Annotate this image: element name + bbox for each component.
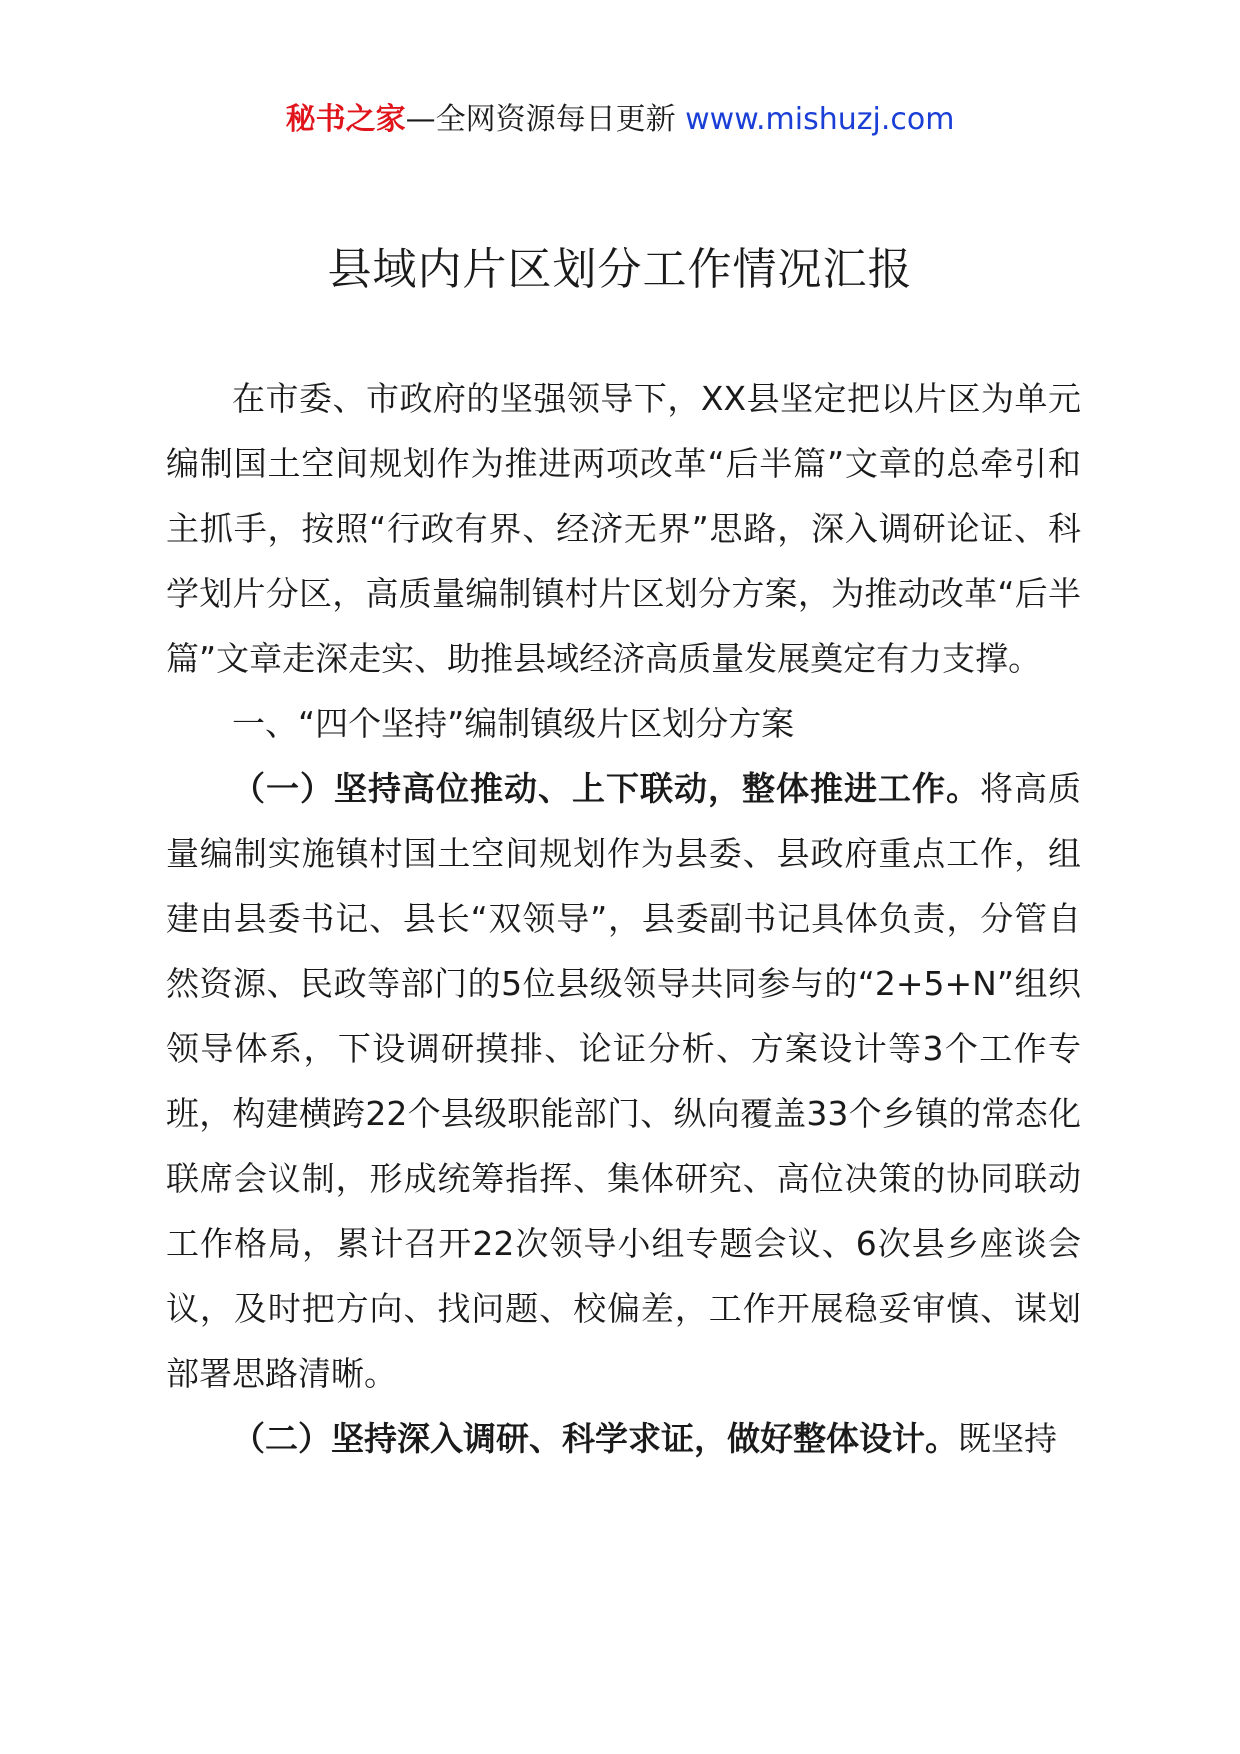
section-heading: 一、“四个坚持”编制镇级片区划分方案	[232, 704, 795, 743]
document-title: 县域内片区划分工作情况汇报	[327, 244, 913, 295]
intro-paragraph: 在市委、市政府的坚强领导下，XX县坚定把以片区为单元编制国土空间规划作为推进两项改革“后半篇”文章的总牵引和主抓手，按照“行政有界、经济无界”思路，深入调研论证、科学划片分区，高质量编制镇村片区划分方案，为推动改革“后半篇”文章走深走实、助推县域经济高质量发展奠定有力支撑。	[166, 379, 1081, 678]
item-two-paragraph	[166, 1406, 1081, 1471]
item-one-paragraph	[166, 756, 1081, 1406]
document-body	[166, 366, 1081, 1471]
item-one-text: 将高质量编制实施镇村国土空间规划作为县委、县政府重点工作，组建由县委书记、县长“双领导”，县委副书记具体负责，分管自然资源、民政等部门的5位县级领导共同参与的“2+5+N”组织领导体系，下设调研摸排、论证分析、方案设计等3个工作专班，构建横跨22个县级职能部门、纵向覆盖33个乡镇的常态化联席会议制，形成统筹指挥、集体研究、高位决策的协同联动工作格局，累计召开22次领导小组专题会议、6次县乡座谈会议，及时把方向、找问题、校偏差，工作开展稳妥审慎、谋划部署思路清晰。	[166, 769, 1081, 1393]
site-tagline: —全网资源每日更新	[405, 102, 686, 137]
site-brand: 秘书之家	[285, 102, 406, 137]
site-header	[0, 100, 1240, 140]
item-two-lead: （二）坚持深入调研、科学求证，做好整体设计。	[232, 1419, 958, 1458]
site-url-link[interactable]: www.mishuzj.com	[685, 102, 955, 137]
item-one-lead: （一）坚持高位推动、上下联动，整体推进工作。	[232, 769, 980, 808]
item-two-text: 既坚持	[958, 1419, 1057, 1458]
